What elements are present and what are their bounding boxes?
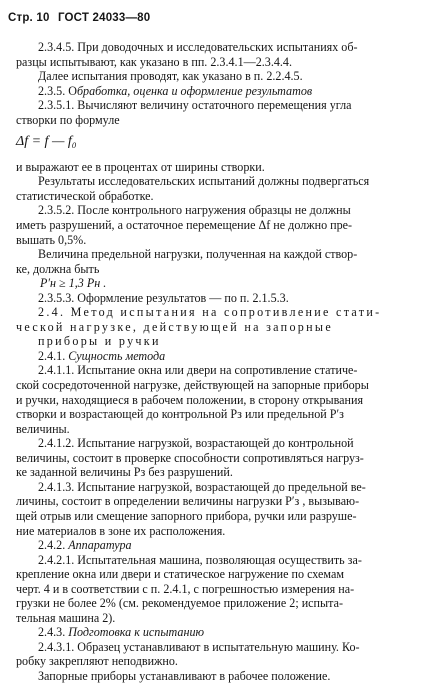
text-line: 2.3.5.3. Оформление результатов — по п. 2.1.5.3. bbox=[38, 290, 289, 305]
text-line: тельная машина 2). bbox=[16, 610, 116, 625]
text-line: створки по формуле bbox=[16, 112, 120, 127]
text-line: робку закрепляют неподвижно. bbox=[16, 654, 178, 669]
text-line: приборы и ручки bbox=[38, 334, 161, 349]
section-title: Сущность метода bbox=[68, 348, 166, 363]
text-line: 2.4.3.1. Образец устанавливают в испытательную машину. Ко- bbox=[38, 639, 360, 654]
text-line: величины. bbox=[16, 421, 70, 436]
text-line: черт. 4 и в соответствии с п. 2.4.1, с погрешностью измерения на- bbox=[16, 581, 355, 596]
standard-code: ГОСТ 24033—80 bbox=[57, 12, 151, 24]
text-line: 2.3.5.2. После контрольного нагружения образцы не должны bbox=[38, 203, 351, 218]
text-line: ке заданной величины Pз без разрушений. bbox=[16, 465, 233, 480]
text-line: 2.4. Метод испытания на сопротивление стати- bbox=[38, 305, 382, 320]
page-header bbox=[8, 12, 155, 24]
text-line: ке, должна быть bbox=[16, 261, 100, 276]
section-title: бработка, оценка и оформление результатов bbox=[76, 83, 313, 98]
text-line: 2.4.3. Подготовка к испытанию bbox=[38, 625, 205, 640]
text-line: щей отрыв или смещение запорного прибора, ручки или разруше- bbox=[16, 508, 357, 523]
text-line: 2.4.2. Аппаратура bbox=[38, 538, 132, 553]
page-number: Стр. 10 bbox=[8, 12, 50, 24]
text-line: иметь разрушений, а остаточное перемещение Δf не должно пре- bbox=[16, 218, 353, 233]
section-title: Подготовка к испытанию bbox=[68, 625, 205, 640]
text-line: статистической обработке. bbox=[16, 188, 154, 203]
text-line: разцы испытывают, как указано в пп. 2.3.4.1—2.3.4.4. bbox=[16, 54, 292, 69]
text-line: 2.4.1.2. Испытание нагрузкой, возрастающей до контрольной bbox=[38, 436, 354, 451]
text-line: створки и возрастающей до контрольной Pз или предельной P′з bbox=[16, 407, 344, 422]
text-line: грузки не более 2% (см. рекомендуемое приложение 2; испыта- bbox=[16, 596, 343, 611]
text-line: вышать 0,5%. bbox=[16, 232, 87, 247]
text-line: Далее испытания проводят, как указано в п. 2.2.4.5. bbox=[38, 69, 303, 84]
text-line: Результаты исследовательских испытаний должны подвергаться bbox=[38, 174, 370, 189]
text-line: 2.4.2.1. Испытательная машина, позволяющая осуществить за- bbox=[38, 552, 362, 567]
text-line: крепление окна или двери и статическое нагружение по схемам bbox=[16, 567, 344, 582]
text-line: ние материалов в зоне их расположения. bbox=[16, 523, 226, 538]
text-line: и ручки, находящиеся в рабочем положении, в сторону открывания bbox=[16, 392, 364, 407]
text-line: Величина предельной нагрузки, полученная на каждой створ- bbox=[38, 247, 358, 262]
text-line: ческой нагрузке, действующей на запорные bbox=[16, 319, 334, 334]
text-line: личины, состоит в определении величины нагрузки P′з , вызываю- bbox=[16, 494, 360, 509]
text-line: 2.4.1. Сущность метода bbox=[38, 348, 166, 363]
text-line: Запорные приборы устанавливают в рабочее положение. bbox=[38, 668, 331, 683]
document-body bbox=[16, 40, 414, 684]
text-line: 2.3.5.1. Вычисляют величину остаточного перемещения угла bbox=[38, 98, 352, 113]
text-line: 2.4.1.3. Испытание нагрузкой, возрастающей до предельной ве- bbox=[38, 479, 366, 494]
inequality: P′н ≥ 1,3 Pн . bbox=[40, 276, 107, 291]
text-line: величины, состоит в проверке способности сопротивляться нагруз- bbox=[16, 450, 364, 465]
text-line: 2.3.4.5. При доводочных и исследовательских испытаниях об- bbox=[38, 40, 358, 54]
text-line: 2.3.5. Обработка, оценка и оформление результатов bbox=[38, 83, 313, 98]
section-title: Аппаратура bbox=[68, 538, 132, 553]
text-line: и выражают ее в процентах от ширины створки. bbox=[16, 159, 265, 174]
text-line: ской сосредоточенной нагрузке, действующей на запорные приборы bbox=[16, 378, 369, 393]
text-line: 2.4.1.1. Испытание окна или двери на сопротивление статиче- bbox=[38, 363, 358, 378]
formula: Δf = f — f₀ bbox=[16, 134, 77, 150]
